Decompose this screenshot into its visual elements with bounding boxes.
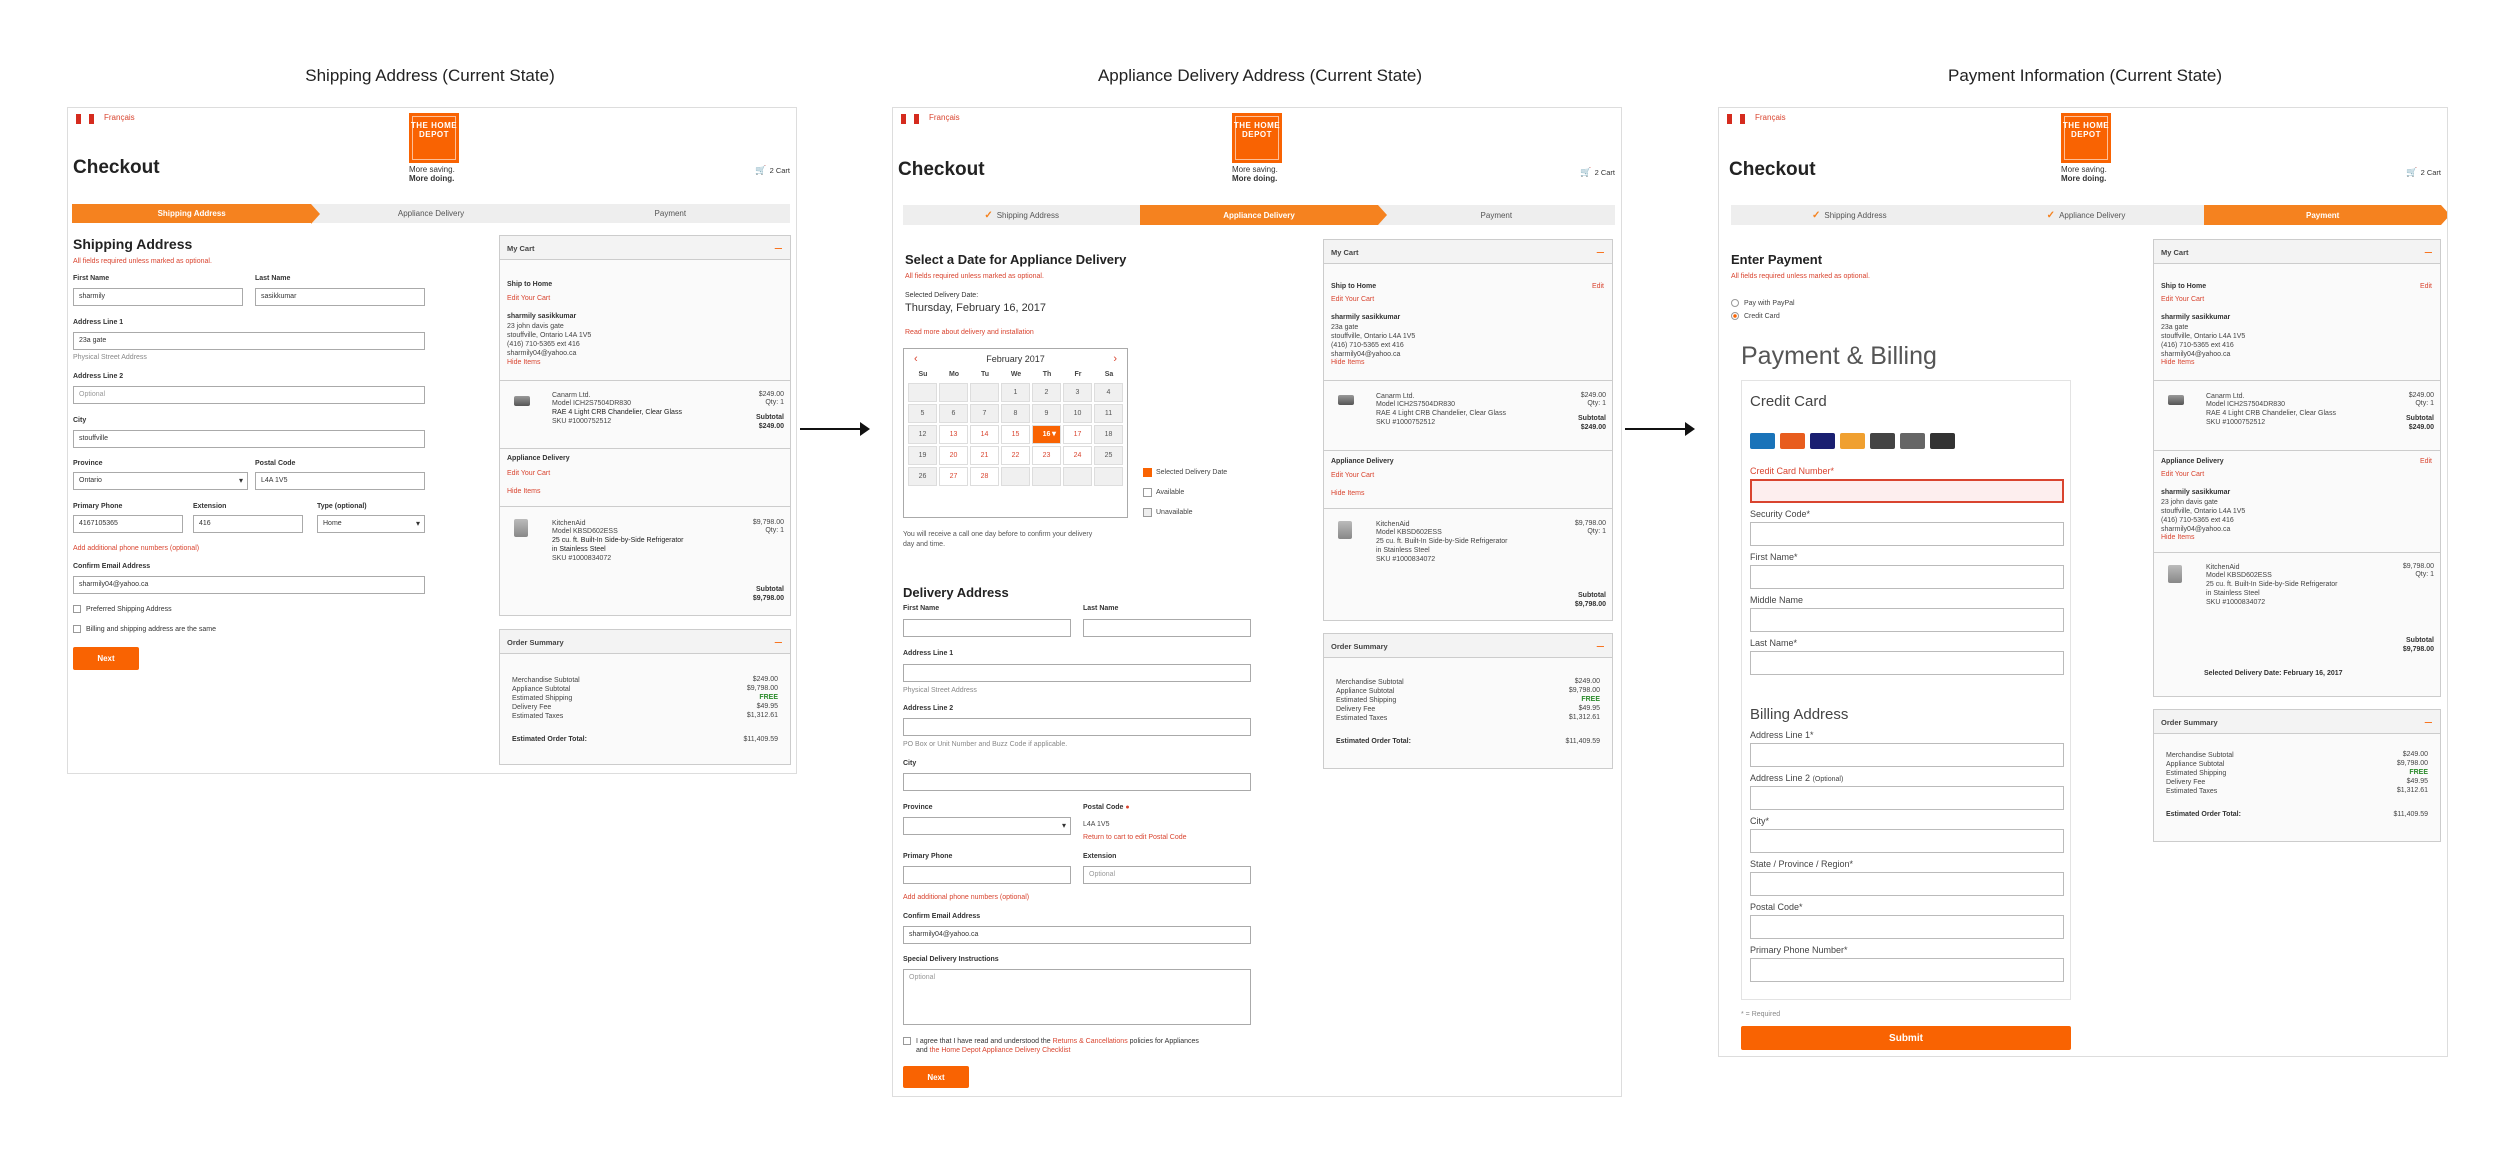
panel-title-delivery: Appliance Delivery Address (Current State) [1097, 66, 1423, 85]
billing-addr2-input[interactable] [1750, 786, 2064, 810]
appliance-delivery-heading: Appliance Delivery [507, 455, 570, 462]
card-brand-icon [1750, 433, 1775, 449]
billing-state-label: State / Province / Region* [1750, 859, 1854, 869]
last-name-input[interactable]: sasikkumar [255, 288, 425, 306]
item2-brand: KitchenAid [552, 520, 586, 527]
calendar-day[interactable]: 9 [1032, 404, 1061, 423]
city-input[interactable]: stouffville [73, 430, 425, 448]
add-phone-link[interactable]: Add additional phone numbers (optional) [73, 545, 200, 552]
order-total-label: Estimated Order Total: [512, 736, 587, 743]
returns-link: Returns & Cancellations [1052, 1038, 1128, 1045]
email-label: Confirm Email Address [73, 563, 151, 570]
province-label: Province [73, 460, 103, 467]
edit-cart-link[interactable]: Edit Your Cart [507, 295, 551, 302]
chandelier-thumbnail [1338, 395, 1354, 405]
checklist-link: the Home Depot Appliance Delivery Checklist [929, 1047, 1071, 1054]
required-note: All fields required unless marked as optional. [73, 258, 212, 265]
calendar-header: ‹ February 2017 › [914, 353, 1117, 365]
middle-name-input[interactable] [1750, 608, 2064, 632]
ship-addr1: 23 john davis gate [507, 323, 564, 330]
edit-postal-link[interactable]: Return to cart to edit Postal Code [1083, 834, 1187, 841]
step-appliance[interactable]: ✓ Appliance Delivery [2046, 209, 2126, 221]
email-input[interactable]: sharmily04@yahoo.ca [903, 926, 1251, 944]
home-depot-logo[interactable]: THE HOME DEPOT [1232, 113, 1282, 163]
calendar-day[interactable]: 26 [908, 467, 937, 486]
slogan: More saving. More doing. [2061, 165, 2107, 183]
calendar-day[interactable]: 27 [939, 467, 968, 486]
billing-postal-label: Postal Code* [1750, 902, 1803, 912]
item1-price: $249.00 [758, 391, 784, 398]
my-cart: My Cart – Ship to Home Edit Edit Your Cart sharmily sasikkumar 23a gate stouffville, Ontario L4A 1V5 (416) 710-5365 ext 416 sharmily04@yahoo.ca Hide Items Canarm Ltd. Model ICH2S7504DR830 RAE 4 Light CRB Chandelier, Clear Glass SKU #1000752512 $249.00 Qty: 1 Subtotal $249.00 Appliance Delivery Edit Edit Your Cart sharmily sasikkumar 23 john davis gate stouffville, Ontario L4A 1V5 (416) 710-5365 ext 416 sharmily04@yahoo.ca Hide Items KitchenAid Model KBSD602ESS 25 cu. ft. Built-In Side-by-Side Refrigerator in Stainless Steel SKU #1000834072 $9,798.00 Qty: 1 Subtotal $9,798.00 Selected Delivery Date: February 16, 2017 [2153, 239, 2441, 697]
checkout-title: Checkout [898, 159, 985, 180]
site-header [893, 108, 1621, 188]
addr1-hint: Physical Street Address [73, 354, 147, 361]
billing-phone-input[interactable] [1750, 958, 2064, 982]
first-name-input[interactable]: sharmily [73, 288, 243, 306]
language-link[interactable]: Français [1755, 113, 1786, 122]
selected-delivery-date: Selected Delivery Date: February 16, 2017 [2204, 670, 2343, 677]
addr2-label: Address Line 2 [73, 373, 124, 380]
step-shipping[interactable]: ✓ Shipping Address [1812, 209, 1887, 221]
step-payment[interactable]: Payment [1480, 210, 1513, 220]
home-depot-logo[interactable]: THE HOME DEPOT [2061, 113, 2111, 163]
calendar-day[interactable]: 16 ▾ [1032, 425, 1061, 444]
item1-subtotal-label: Subtotal [756, 414, 784, 421]
billing-addr2-label: Address Line 2 (Optional) [1750, 773, 1844, 783]
card-brand-icon [1780, 433, 1805, 449]
billing-city-input[interactable] [1750, 829, 2064, 853]
order-summary-header[interactable]: Order Summary – [1324, 634, 1612, 658]
card-brand-icon [1840, 433, 1865, 449]
special-textarea[interactable]: Optional [903, 969, 1251, 1025]
collapse-icon: – [1596, 638, 1604, 653]
required-note: All fields required unless marked as optional. [905, 273, 1044, 280]
step-shipping[interactable]: ✓ Shipping Address [984, 209, 1059, 221]
cart-icon: 🛒 [1580, 167, 1592, 177]
calendar-day[interactable]: 17 [1063, 425, 1092, 444]
calendar-day[interactable]: 25 [1094, 446, 1123, 465]
first-name-label: First Name* [1750, 552, 1798, 562]
checkout-steps [1731, 205, 2441, 225]
enter-payment-title: Enter Payment [1731, 252, 1823, 267]
item2-sku: SKU #1000834072 [552, 555, 612, 562]
order-summary: Order Summary – Merchandise Subtotal $249.00 Appliance Subtotal $9,798.00 Estimated Shipping FREE Delivery Fee $49.95 Estimated Taxes $1,312.61 Estimated Order Total: $11,409.59 [499, 629, 791, 765]
addr2-label: Address Line 2 [903, 705, 954, 712]
province-select[interactable]: Ontario ▾ [73, 472, 248, 490]
middle-name-label: Middle Name [1750, 595, 1804, 605]
add-phone-link[interactable]: Add additional phone numbers (optional) [903, 894, 1030, 901]
language-link[interactable]: Français [104, 113, 135, 122]
cart-link[interactable]: 🛒 2 Cart [2406, 167, 2441, 177]
selected-date-label: Selected Delivery Date: [905, 292, 979, 299]
calendar-day[interactable]: 22 [1001, 446, 1030, 465]
province-select[interactable] [903, 817, 1071, 835]
calendar-day[interactable]: 20 [939, 446, 968, 465]
item2-price: $9,798.00 [752, 519, 784, 526]
delivery-calendar [903, 348, 1128, 518]
selected-date: Thursday, February 16, 2017 [905, 302, 1047, 314]
edit-link[interactable]: Edit [1591, 283, 1604, 290]
read-more-link[interactable]: Read more about delivery and installation [905, 329, 1034, 336]
email-label: Confirm Email Address [903, 913, 981, 920]
delivery-title: Select a Date for Appliance Delivery [905, 252, 1127, 267]
item2-subtotal: $9,798.00 [752, 595, 784, 602]
step-appliance[interactable]: Appliance Delivery [397, 209, 465, 218]
flow-arrow-1 [800, 428, 868, 430]
addr2-hint: PO Box or Unit Number and Buzz Code if applicable. [903, 741, 1068, 748]
weekday-label: Th [1042, 371, 1052, 378]
canada-flag-icon [901, 114, 919, 124]
my-cart-header[interactable]: My Cart – [2154, 240, 2440, 264]
language-link[interactable]: Français [929, 113, 960, 122]
calendar-day[interactable]: 5 [908, 404, 937, 423]
checkout-title: Checkout [73, 157, 160, 178]
panel-title-shipping: Shipping Address (Current State) [305, 66, 555, 85]
last-name-input[interactable] [1750, 651, 2064, 675]
order-summary: Order Summary – Merchandise Subtotal $249.00 Appliance Subtotal $9,798.00 Estimated Shipping FREE Delivery Fee $49.95 Estimated Taxes $1,312.61 Estimated Order Total: $11,409.59 [1323, 633, 1613, 769]
calendar-day[interactable]: 24 [1063, 446, 1092, 465]
item2-subtotal-label: Subtotal [756, 586, 784, 593]
preferred-checkbox[interactable]: Preferred Shipping Address [73, 605, 172, 613]
billing-phone-label: Primary Phone Number* [1750, 945, 1848, 955]
addr1-hint: Physical Street Address [903, 687, 977, 694]
item1-model: Model ICH2S7504DR830 [552, 400, 631, 407]
canada-flag-icon [76, 114, 94, 124]
agree-checkbox[interactable]: I agree that I have read and understood the Returns & Cancellations policies for Appliances and the Home Depot Appliance Delivery Checklist [903, 1037, 1199, 1055]
weekday-label: Su [918, 371, 928, 378]
calendar-day[interactable]: 7 [970, 404, 999, 423]
submit-button[interactable]: Submit [1741, 1026, 2071, 1050]
credit-card-radio[interactable]: Credit Card [1731, 312, 1780, 320]
fridge-thumbnail [514, 519, 528, 537]
help-icon[interactable]: ● [1125, 804, 1130, 811]
step-payment[interactable]: Payment [2204, 205, 2441, 225]
calendar-day[interactable]: 4 [1094, 383, 1123, 402]
cart-icon: 🛒 [755, 165, 767, 175]
collapse-icon: – [1596, 244, 1604, 259]
calendar-day [1063, 467, 1092, 486]
card-brand-icon [1810, 433, 1835, 449]
my-cart [499, 235, 791, 616]
hide-items-link-2[interactable]: Hide Items [507, 488, 541, 495]
flow-arrow-2 [1625, 428, 1693, 430]
next-button[interactable]: Next [73, 647, 139, 670]
email-input[interactable]: sharmily04@yahoo.ca [73, 576, 425, 594]
type-label: Type (optional) [317, 503, 367, 510]
security-code-input[interactable] [1750, 522, 2064, 546]
billing-same-checkbox[interactable]: Billing and shipping address are the same [73, 625, 216, 633]
checkout-title: Checkout [1729, 159, 1816, 180]
weekday-label: Fr [1074, 371, 1082, 378]
phone-input[interactable] [903, 866, 1071, 884]
prev-month-icon[interactable]: ‹ [914, 353, 918, 365]
calendar-day [1001, 467, 1030, 486]
shipping-title: Shipping Address [73, 236, 193, 252]
security-code-label: Security Code* [1750, 509, 1811, 519]
calendar-day [908, 383, 937, 402]
calendar-day[interactable]: 21 [970, 446, 999, 465]
calendar-day[interactable]: 14 [970, 425, 999, 444]
checkmark-icon: ✓ [2046, 209, 2056, 221]
billing-address-title: Billing Address [1750, 706, 1849, 723]
next-month-icon[interactable]: › [1113, 353, 1117, 365]
chandelier-thumbnail [514, 396, 530, 406]
city-input[interactable] [903, 773, 1251, 791]
collapse-icon: – [2424, 244, 2432, 259]
ext-input[interactable]: 416 [193, 515, 303, 533]
weekday-label: Tu [980, 371, 990, 378]
item1-qty: Qty: 1 [765, 399, 784, 406]
next-button[interactable]: Next [903, 1066, 969, 1088]
my-cart: My Cart – Ship to Home Edit Edit Your Cart sharmily sasikkumar 23a gate stouffville, Ontario L4A 1V5 (416) 710-5365 ext 416 sharmily04@yahoo.ca Hide Items Canarm Ltd. Model ICH2S7504DR830 RAE 4 Light CRB Chandelier, Clear Glass SKU #1000752512 $249.00 Qty: 1 Subtotal $249.00 Appliance Delivery Edit Your Cart Hide Items KitchenAid Model KBSD602ESS 25 cu. ft. Built-In Side-by-Side Refrigerator in Stainless Steel SKU #1000834072 $9,798.00 Qty: 1 Subtotal $9,798.00 [1323, 239, 1613, 621]
item1-brand: Canarm Ltd. [552, 392, 591, 399]
card-brand-icon [1870, 433, 1895, 449]
ext-label: Extension [193, 503, 227, 510]
required-legend: * = Required [1741, 1011, 1781, 1018]
addr1-input[interactable]: 23a gate [73, 332, 425, 350]
checkmark-icon: ✓ [984, 209, 993, 221]
edit-link[interactable]: Edit [2419, 283, 2432, 290]
site-header [68, 108, 796, 188]
calendar-day[interactable]: 23 [1032, 446, 1061, 465]
order-summary: Order Summary – Merchandise Subtotal $249.00 Appliance Subtotal $9,798.00 Estimated Shipping FREE Delivery Fee $49.95 Estimated Taxes $1,312.61 Estimated Order Total: $11,409.59 [2153, 709, 2441, 842]
order-total: $11,409.59 [743, 736, 778, 743]
calendar-day[interactable]: 3 [1063, 383, 1092, 402]
collapse-icon: – [774, 634, 782, 649]
province-label: Province [903, 804, 933, 811]
home-depot-logo[interactable]: THE HOME DEPOT [409, 113, 459, 163]
billing-state-input[interactable] [1750, 872, 2064, 896]
hide-items-link[interactable]: Hide Items [507, 359, 541, 366]
legend-available: Available [1143, 488, 1184, 497]
weekday-label: Sa [1104, 371, 1114, 378]
ship-phone: (416) 710-5365 ext 416 [507, 341, 580, 348]
paypal-radio[interactable]: Pay with PayPal [1731, 299, 1795, 307]
first-name-input[interactable] [903, 619, 1071, 637]
calendar-day [1094, 467, 1123, 486]
calendar-day[interactable]: 18 [1094, 425, 1123, 444]
city-label: City [903, 760, 917, 767]
slogan: More saving. More doing. [409, 165, 455, 183]
hide-items-link[interactable]: Hide Items [1331, 359, 1365, 366]
item2-qty: Qty: 1 [765, 527, 784, 534]
cart-icon: 🛒 [2406, 167, 2418, 177]
cc-number-label: Credit Card Number* [1750, 466, 1835, 476]
calendar-day [939, 383, 968, 402]
required-note: All fields required unless marked as optional. [1731, 273, 1870, 280]
last-name-label: Last Name* [1750, 638, 1798, 648]
billing-city-label: City* [1750, 816, 1770, 826]
calendar-day[interactable]: 1 [1001, 383, 1030, 402]
postal-input[interactable]: L4A 1V5 [255, 472, 425, 490]
ship-addr2: stouffville, Ontario L4A 1V5 [507, 332, 592, 339]
panel-title-payment: Payment Information (Current State) [1947, 66, 2222, 85]
legend-selected: Selected Delivery Date [1143, 468, 1227, 477]
shipping-panel [67, 107, 797, 774]
delivery-panel [892, 107, 1622, 1097]
ext-label: Extension [1083, 853, 1117, 860]
fridge-thumbnail [2168, 565, 2182, 583]
my-cart-header[interactable]: My Cart – [1324, 240, 1612, 264]
addr1-label: Address Line 1 [903, 650, 954, 657]
payment-billing-title: Payment & Billing [1741, 342, 1937, 370]
item1-subtotal: $249.00 [758, 423, 784, 430]
calendar-day [1032, 467, 1061, 486]
weekday-label: We [1010, 371, 1022, 378]
edit-cart-link[interactable]: Edit Your Cart [1331, 296, 1375, 303]
ship-to-home: Ship to Home [507, 281, 553, 288]
calendar-day[interactable]: 11 [1094, 404, 1123, 423]
billing-postal-input[interactable] [1750, 915, 2064, 939]
collapse-icon: – [2424, 714, 2432, 729]
calendar-day[interactable]: 19 [908, 446, 937, 465]
checkmark-icon: ✓ [1812, 209, 1821, 221]
weekday-label: Mo [948, 371, 960, 378]
city-label: City [73, 417, 87, 424]
calendar-day [970, 383, 999, 402]
calendar-day[interactable]: 15 [1001, 425, 1030, 444]
item2-desc1: 25 cu. ft. Built-In Side-by-Side Refrigerator [552, 537, 684, 544]
collapse-icon: – [774, 240, 782, 255]
first-name-label: First Name [73, 275, 110, 282]
step-shipping[interactable]: Shipping Address [72, 204, 311, 223]
postal-label: Postal Code ● [1083, 804, 1130, 811]
calendar-day[interactable]: 6 [939, 404, 968, 423]
cc-number-input[interactable] [1750, 479, 2064, 503]
item1-sku: SKU #1000752512 [552, 418, 612, 425]
last-name-label: Last Name [255, 275, 291, 282]
checkout-steps [903, 205, 1615, 225]
ship-name: sharmily sasikkumar [507, 313, 577, 320]
phone-input[interactable]: 4167105365 [73, 515, 183, 533]
fridge-thumbnail [1338, 521, 1352, 539]
calendar-day[interactable]: 13 [939, 425, 968, 444]
chandelier-thumbnail [2168, 395, 2184, 405]
calendar-day[interactable]: 8 [1001, 404, 1030, 423]
site-header [1719, 108, 2447, 188]
addr1-label: Address Line 1 [73, 319, 124, 326]
cart-link[interactable]: 🛒 2 Cart [755, 165, 790, 175]
billing-addr1-label: Address Line 1* [1750, 730, 1814, 740]
last-name-label: Last Name [1083, 605, 1119, 612]
delivery-address-title: Delivery Address [903, 585, 1009, 600]
slogan: More saving. More doing. [1232, 165, 1278, 183]
special-label: Special Delivery Instructions [903, 956, 999, 963]
card-brand-icon [1900, 433, 1925, 449]
checkout-steps [72, 204, 790, 223]
calendar-day[interactable]: 12 [908, 425, 937, 444]
hide-items-link[interactable]: Hide Items [2161, 359, 2195, 366]
ship-email: sharmily04@yahoo.ca [507, 350, 577, 357]
call-note: You will receive a call one day before to confirm your delivery day and time. [903, 531, 1093, 548]
my-cart-header[interactable]: My Cart – [500, 236, 790, 260]
canada-flag-icon [1727, 114, 1745, 124]
edit-cart-link[interactable]: Edit Your Cart [2161, 296, 2205, 303]
step-payment[interactable]: Payment [654, 209, 687, 218]
payment-panel [1718, 107, 2448, 1057]
card-brand-icon [1930, 433, 1955, 449]
order-summary-header[interactable]: Order Summary – [2154, 710, 2440, 734]
ext-input[interactable]: Optional [1083, 866, 1251, 884]
item2-desc2: in Stainless Steel [552, 546, 606, 553]
last-name-input[interactable] [1083, 619, 1251, 637]
addr2-input[interactable] [903, 718, 1251, 736]
cart-link[interactable]: 🛒 2 Cart [1580, 167, 1615, 177]
item2-model: Model KBSD602ESS [552, 528, 618, 535]
legend-unavailable: Unavailable [1143, 508, 1193, 517]
phone-label: Primary Phone [903, 853, 953, 860]
addr1-input[interactable] [903, 664, 1251, 682]
phone-label: Primary Phone [73, 503, 123, 510]
item1-desc: RAE 4 Light CRB Chandelier, Clear Glass [552, 409, 682, 416]
calendar-day[interactable]: 2 [1032, 383, 1061, 402]
postal-value: L4A 1V5 [1083, 821, 1110, 828]
calendar-day[interactable]: 28 [970, 467, 999, 486]
payment-billing-form [1741, 380, 2071, 1000]
order-summary-header[interactable]: Order Summary – [500, 630, 790, 654]
type-select[interactable]: Home ▾ [317, 515, 425, 533]
step-appliance[interactable]: Appliance Delivery [1140, 205, 1377, 225]
first-name-label: First Name [903, 605, 940, 612]
billing-addr1-input[interactable] [1750, 743, 2064, 767]
credit-card-title: Credit Card [1750, 393, 1827, 410]
postal-label: Postal Code [255, 460, 296, 467]
edit-cart-link-2[interactable]: Edit Your Cart [507, 470, 551, 477]
addr2-input[interactable]: Optional [73, 386, 425, 404]
calendar-day[interactable]: 10 [1063, 404, 1092, 423]
first-name-input[interactable] [1750, 565, 2064, 589]
